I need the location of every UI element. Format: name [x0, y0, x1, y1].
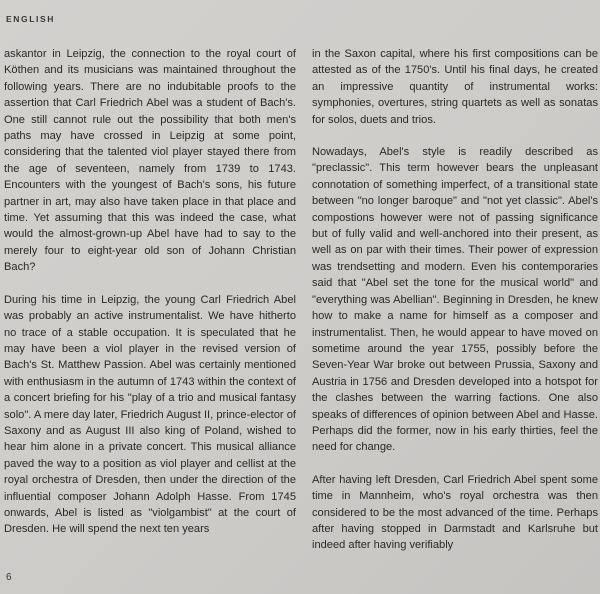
paragraph: askantor in Leipzig, the connection to the royal court of Köthen and its musicians was maintained throughout the following years. There are no indubitable proofs to the assertion that Carl Friedrich Abel was a student of Bach's. One still cannot rule out the possibility that both men's paths may have crossed in Leipzig at some point, considering that the talented viol player stayed there from the age of seventeen, namely from 1739 to 1743. Encounters with the youngest of Bach's sons, his future partner in art, may also have taken place in that place and time. Yet assuming that this was indeed the case, what would the almost-grown-up Abel have had to say to the merely four to eight-year old son of Johann Christian Bach?	[4, 48, 296, 274]
left-column	[4, 46, 296, 554]
paragraph: During his time in Leipzig, the young Carl Friedrich Abel was probably an active instrumentalist. We have hitherto no trace of a stable occupation. It is speculated that he may have been a viol player in the revised version of Bach's St. Matthew Passion. Abel was certainly mentioned with enthusiasm in the autumn of 1743 within the context of a concert briefing for his "play of a trio and musical fantasy solo". A mere day later, Friedrich August II, prince-elector of Saxony and as August III also king of Poland, wished to hear him alone in a private concert. This musical alliance paved the way to a position as viol player and cellist at the royal orchestra of Dresden, then under the direction of the influential composer Johann Adolph Hasse. From 1745 onwards, Abel is listed as "violgambist" at the court of Dresden. He will spend the next ten years	[4, 293, 296, 536]
section-label: ENGLISH	[6, 14, 55, 24]
paragraph: Nowadays, Abel's style is readily described as "preclassic". This term however bears the unpleasant connotation of something imperfect, of a transitional state between "no longer baroque" and "not yet classic". Abel's compostions however were not of passing significance but of fully valid and well-anchored into their present, as well as on par with their times. Their power of expression was trendsetting and modern. Even his contemporaries said that "Abel set the tone for the musical world" and "everything was Abellian". Beginning in Dresden, he knew how to make a name for himself as a composer and instrumentalist. Then, he would appear to have moved on sometime around the year 1755, possibly before the Seven-Year War broke out between Prussia, Saxony and Austria in 1756 and Dresden developed into a hotspot for the clashes between the warring factions. One also speaks of differences of opinion between Abel and Hasse. Perhaps did the former, now in his early thirties, feel the need for change.	[312, 146, 598, 454]
right-column	[312, 46, 598, 570]
paragraph: in the Saxon capital, where his first compositions can be attested as of the 1750's. Until his final days, he created an impressive quantity of instrumental works: symphonies, overtures, string quartets as well as sonatas for solos, duets and trios.	[312, 48, 598, 126]
paragraph: After having left Dresden, Carl Friedrich Abel spent some time in Mannheim, who's royal orchestra was then considered to be the most advanced of the time. Perhaps after having stopped in Darmstadt and Karlsruhe but indeed after having verifiably	[312, 473, 598, 552]
page-number: 6	[6, 572, 12, 583]
